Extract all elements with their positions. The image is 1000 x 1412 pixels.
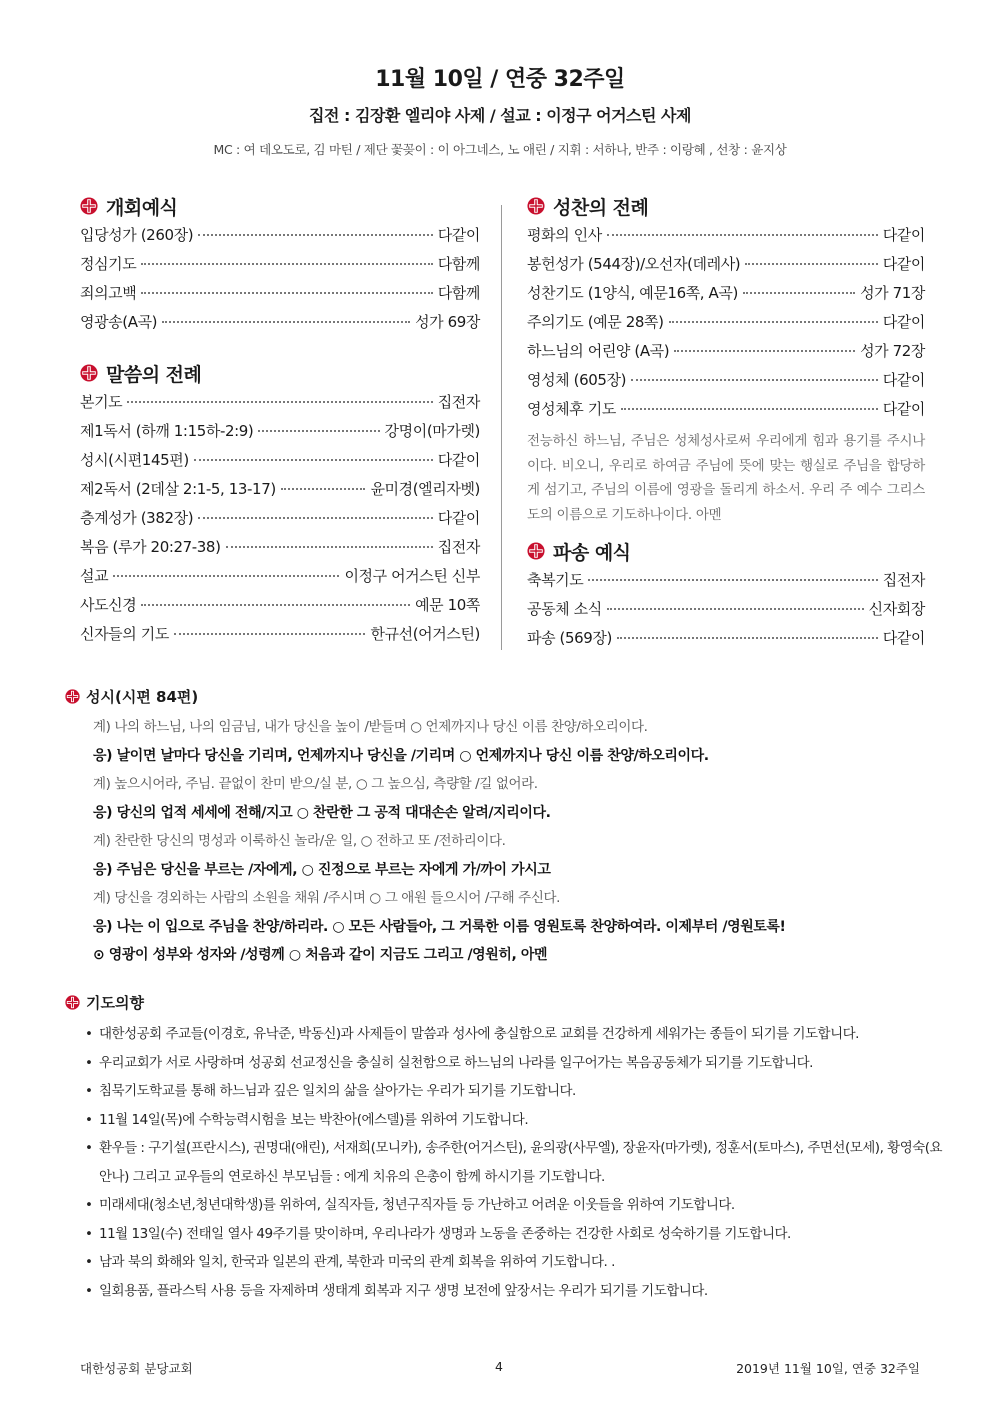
order-item xyxy=(80,449,480,478)
eucharist-heading xyxy=(527,188,925,224)
order-item-value: 다같이 xyxy=(882,371,925,389)
order-item-label: 성시(시편145편) xyxy=(80,451,189,469)
page-number: 4 xyxy=(495,1359,503,1374)
dot-leader xyxy=(226,546,433,548)
order-item xyxy=(527,569,925,598)
order-item-value: 다같이 xyxy=(882,226,925,244)
psalm-lines xyxy=(65,713,935,970)
order-item-value: 다같이 xyxy=(882,629,925,647)
psalm-response-line: 응) 날이면 날마다 당신을 기리며, 언제까지나 당신을 /기리며 ○ 언제까지나 당신 이름 찬양/하오리이다. xyxy=(93,747,709,764)
order-item-label: 층계성가 (382장) xyxy=(80,509,194,527)
psalm-verse-line: 계) 찬란한 당신의 명성과 이룩하신 놀라/운 일, ○ 전하고 또 /전하리이다. xyxy=(93,833,506,849)
order-item-value: 다같이 xyxy=(882,313,925,331)
order-item xyxy=(80,536,480,565)
word-liturgy-heading xyxy=(80,355,480,391)
order-item xyxy=(80,224,480,253)
dismissal-heading xyxy=(527,533,925,569)
order-item-value: 다같이 xyxy=(437,226,480,244)
intention-item: • 환우들 : 구기설(프란시스), 권명대(애린), 서재희(모니카), 송주한(어거스틴), 윤의광(사무엘), 장윤자(마가렛), 정훈서(토마스), 주면선(모세), 황영숙(요안나) 그리고 교우들의 연로하신 부모님들 : 에게 치유의 은총이 함께 하시기를 기도합니다. xyxy=(65,1134,945,1191)
order-item xyxy=(527,369,925,398)
dot-leader xyxy=(127,401,432,403)
cross-icon xyxy=(65,995,80,1010)
psalm-response-line: 응) 주님은 당신을 부르는 /자에게, ○ 진정으로 부르는 자에게 가/까이 가시고 xyxy=(93,861,551,878)
dot-leader xyxy=(198,234,433,236)
order-item xyxy=(80,391,480,420)
order-item-value: 예문 10쪽 xyxy=(415,596,480,614)
right-column xyxy=(527,188,925,656)
order-item xyxy=(527,340,925,369)
order-item-value: 다같이 xyxy=(882,400,925,418)
dot-leader xyxy=(162,321,410,323)
order-item-value: 성가 71장 xyxy=(860,284,925,302)
order-item-label: 복음 (루가 20:27-38) xyxy=(80,538,221,556)
order-item-label: 주의기도 (예문 28쪽) xyxy=(527,313,664,331)
psalm-response-line: 응) 당신의 업적 세세에 전해/지고 ○ 찬란한 그 공적 대대손손 알려/지리이다. xyxy=(93,804,551,821)
order-item xyxy=(80,623,480,652)
order-item-value: 한규선(어거스틴) xyxy=(370,625,480,643)
order-item xyxy=(80,565,480,594)
page-title: 11월 10일 / 연중 32주일 xyxy=(375,67,625,92)
order-item xyxy=(527,311,925,340)
order-item-label: 봉헌성가 (544장)/오선자(데레사) xyxy=(527,255,741,273)
psalm-response-line: ⊙ 영광이 성부와 성자와 /성령께 ○ 처음과 같이 지금도 그리고 /영원히, 아멘 xyxy=(93,947,548,963)
order-item xyxy=(527,627,925,656)
order-item-label: 영성체후 기도 xyxy=(527,400,616,418)
dot-leader xyxy=(621,408,878,410)
opening-rite-list xyxy=(80,224,480,340)
intention-item: • 11월 14일(목)에 수학능력시험을 보는 박찬아(에스델)를 위하여 기도합니다. xyxy=(65,1106,945,1135)
section-title: 기도의향 xyxy=(86,993,144,1012)
order-item-label: 영광송(A곡) xyxy=(80,313,158,331)
section-title: 개회예식 xyxy=(106,196,178,219)
eucharist-list xyxy=(527,224,925,427)
order-item-label: 평화의 인사 xyxy=(527,226,602,244)
staff-line: MC : 여 데오도로, 김 마틴 / 제단 꽃꽂이 : 이 아그네스, 노 애린 / 지휘 : 서하나, 반주 : 이랑혜 , 선창 : 윤지상 xyxy=(213,142,787,157)
order-item xyxy=(80,282,480,311)
dot-leader xyxy=(194,459,433,461)
order-item-value: 신자회장 xyxy=(868,600,925,618)
psalm-verse-line: 계) 나의 하느님, 나의 임금님, 내가 당신을 높이 /받들며 ○ 언제까지나 당신 이름 찬양/하오리이다. xyxy=(93,719,648,735)
column-divider xyxy=(501,205,502,650)
cross-icon xyxy=(527,197,545,215)
dot-leader xyxy=(607,234,878,236)
dot-leader xyxy=(281,488,366,490)
psalm-heading xyxy=(65,684,935,708)
dot-leader xyxy=(745,263,877,265)
order-item xyxy=(527,598,925,627)
left-column xyxy=(80,188,480,652)
order-item-label: 성찬기도 (1양식, 예문16쪽, A곡) xyxy=(527,284,738,302)
psalm-section xyxy=(65,684,935,970)
dot-leader xyxy=(607,608,864,610)
order-item-value: 다같이 xyxy=(437,451,480,469)
dot-leader xyxy=(141,292,432,294)
psalm-verse-line: 계) 높으시어라, 주님. 끝없이 찬미 받으/실 분, ○ 그 높으심, 측량할 /길 없어라. xyxy=(93,776,538,792)
order-item-label: 설교 xyxy=(80,567,109,585)
order-item-value: 집전자 xyxy=(437,393,480,411)
dot-leader xyxy=(198,517,433,519)
psalm-verse-line: 계) 당신을 경외하는 사람의 소원을 채워 /주시며 ○ 그 애원 들으시어 /구해 주신다. xyxy=(93,890,560,906)
order-item-label: 제1독서 (하깨 1:15하-2:9) xyxy=(80,422,254,440)
order-item-label: 본기도 xyxy=(80,393,123,411)
intention-item: • 남과 북의 화해와 일치, 한국과 일본의 관계, 북한과 미국의 관계 회복을 위하여 기도합니다. . xyxy=(65,1248,945,1277)
intention-item: • 침묵기도학교를 통해 하느님과 깊은 일치의 삶을 살아가는 우리가 되기를 기도합니다. xyxy=(65,1077,945,1106)
order-item xyxy=(527,282,925,311)
dot-leader xyxy=(588,579,877,581)
section-title: 성시(시편 84편) xyxy=(86,687,199,706)
footer-church: 대한성공회 분당교회 xyxy=(80,1361,193,1376)
section-title: 성찬의 전례 xyxy=(553,196,649,219)
order-item xyxy=(527,253,925,282)
intentions-section xyxy=(65,990,945,1305)
intention-item: • 11월 13일(수) 전태일 열사 49주기를 맞이하며, 우리나라가 생명과 노동을 존중하는 건강한 사회로 성숙하기를 기도합니다. xyxy=(65,1220,945,1249)
order-item-value: 이정구 어거스틴 신부 xyxy=(344,567,480,585)
intention-item: • 우리교회가 서로 사랑하며 성공회 선교정신을 충실히 실천함으로 하느님의 나라를 일구어가는 복음공동체가 되기를 기도합니다. xyxy=(65,1049,945,1078)
dot-leader xyxy=(258,430,379,432)
order-item-value: 집전자 xyxy=(882,571,925,589)
cross-icon xyxy=(80,197,98,215)
order-item xyxy=(80,311,480,340)
order-item-label: 축복기도 xyxy=(527,571,584,589)
officiant-line: 집전 : 김장환 엘리야 사제 / 설교 : 이정구 어거스틴 사제 xyxy=(309,106,691,125)
dismissal-list xyxy=(527,569,925,656)
word-liturgy-list xyxy=(80,391,480,652)
order-item-value: 성가 72장 xyxy=(860,342,925,360)
order-item-value: 다같이 xyxy=(882,255,925,273)
dot-leader xyxy=(743,292,855,294)
order-item xyxy=(527,398,925,427)
intention-item: • 미래세대(청소년,청년대학생)를 위하여, 실직자들, 청년구직자들 등 가난하고 어려운 이웃들을 위하여 기도합니다. xyxy=(65,1191,945,1220)
order-item-label: 사도신경 xyxy=(80,596,137,614)
dot-leader xyxy=(113,575,339,577)
order-item-label: 공동체 소식 xyxy=(527,600,602,618)
order-item xyxy=(527,224,925,253)
intentions-list xyxy=(65,1020,945,1305)
order-item-label: 파송 (569장) xyxy=(527,629,612,647)
order-item xyxy=(80,507,480,536)
order-item-value: 다함께 xyxy=(437,255,480,273)
footer-date: 2019년 11월 10일, 연중 32주일 xyxy=(736,1361,920,1376)
intention-item: • 일회용품, 플라스틱 사용 등을 자제하며 생태계 회복과 지구 생명 보전에 앞장서는 우리가 되기를 기도합니다. xyxy=(65,1277,945,1306)
dot-leader xyxy=(631,379,878,381)
order-item xyxy=(80,594,480,623)
order-item xyxy=(80,253,480,282)
bulletin-header xyxy=(0,62,1000,158)
order-item-label: 죄의고백 xyxy=(80,284,137,302)
intention-item: • 대한성공회 주교들(이경호, 유낙준, 박동신)과 사제들이 말씀과 성사에 충실함으로 교회를 건강하게 세워가는 종들이 되기를 기도합니다. xyxy=(65,1020,945,1049)
dot-leader xyxy=(617,637,878,639)
order-item-label: 제2독서 (2데살 2:1-5, 13-17) xyxy=(80,480,276,498)
order-item xyxy=(80,478,480,507)
order-item-value: 집전자 xyxy=(437,538,480,556)
dot-leader xyxy=(674,350,855,352)
order-item-label: 신자들의 기도 xyxy=(80,625,169,643)
order-item-label: 정심기도 xyxy=(80,255,137,273)
dot-leader xyxy=(669,321,878,323)
section-title: 파송 예식 xyxy=(553,541,631,564)
cross-icon xyxy=(80,364,98,382)
dot-leader xyxy=(141,604,410,606)
cross-icon xyxy=(527,542,545,560)
order-item-value: 강명이(마가렛) xyxy=(384,422,480,440)
intentions-heading xyxy=(65,990,945,1014)
opening-rite-heading xyxy=(80,188,480,224)
section-title: 말씀의 전례 xyxy=(106,363,202,386)
order-item-value: 다같이 xyxy=(437,509,480,527)
order-item-value: 윤미경(엘리자벳) xyxy=(370,480,480,498)
cross-icon xyxy=(65,689,80,704)
dot-leader xyxy=(141,263,432,265)
psalm-response-line: 응) 나는 이 입으로 주님을 찬양/하리라. ○ 모든 사람들아, 그 거룩한 이름 영원토록 찬양하여라. 이제부터 /영원토록! xyxy=(93,918,786,935)
order-item-label: 입당성가 (260장) xyxy=(80,226,194,244)
order-item-value: 성가 69장 xyxy=(415,313,480,331)
order-item-label: 하느님의 어린양 (A곡) xyxy=(527,342,670,360)
dot-leader xyxy=(174,633,366,635)
order-item xyxy=(80,420,480,449)
order-item-label: 영성체 (605장) xyxy=(527,371,627,389)
post-communion-prayer: 전능하신 하느님, 주님은 성체성사로써 우리에게 힘과 용기를 주시나이다. 비오니, 우리로 하여금 주님에 뜻에 맞는 행실로 주님을 합당하게 섬기고, 주님의 이름에 영광을 돌리게 하소서. 우리 주 예수 그리스도의 이름으로 기도하나이다. 아멘 xyxy=(527,433,925,523)
order-item-value: 다함께 xyxy=(437,284,480,302)
